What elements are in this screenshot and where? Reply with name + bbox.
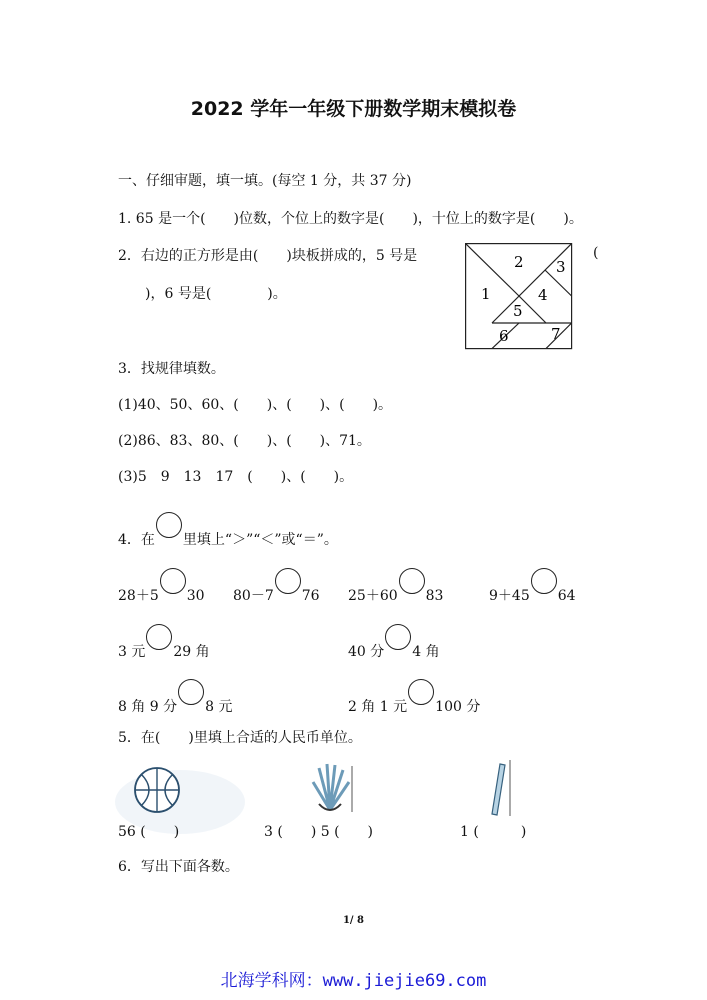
question-5-heading: 5．在( )里填上合适的人民币单位。 — [118, 730, 362, 746]
compare-left: 80－7 — [233, 588, 274, 604]
section-heading: 一、仔细审题，填一填。(每空 1 分，共 37 分) — [118, 173, 412, 189]
tangram-label-6: 6 — [499, 327, 509, 345]
compare-item — [348, 634, 440, 661]
question-1: 1. 65 是一个( )位数，个位上的数字是( )，十位上的数字是( )。 — [118, 211, 583, 227]
compare-circle[interactable] — [385, 624, 411, 650]
compare-right: 4 角 — [412, 644, 440, 660]
compare-right: 83 — [425, 588, 444, 604]
tangram-label-3: 3 — [556, 258, 566, 276]
question-6: 6．写出下面各数。 — [118, 859, 239, 875]
compare-circle[interactable] — [408, 679, 434, 705]
pattern-item-1: (1)40、50、60、( )、( )、( )。 — [118, 397, 393, 413]
tangram-label-1: 1 — [481, 285, 491, 303]
compare-item — [489, 578, 576, 605]
currency-unit-item: 3 ( ) 5 ( ) — [264, 824, 374, 840]
question-3-heading: 3．找规律填数。 — [118, 361, 225, 377]
page-title: 2022 学年一年级下册数学期末模拟卷 — [190, 98, 517, 120]
compare-right: 29 角 — [173, 644, 210, 660]
currency-unit-item: 1 ( ) — [460, 824, 527, 840]
tangram-label-2: 2 — [514, 253, 524, 271]
q4-head-before: 4．在 — [118, 532, 155, 548]
compare-circle[interactable] — [275, 568, 301, 594]
compare-circle[interactable] — [178, 679, 204, 705]
currency-unit-item: 56 ( ) — [118, 824, 180, 840]
compare-item — [118, 578, 205, 605]
compare-circle[interactable] — [531, 568, 557, 594]
compare-left: 2 角 1 元 — [348, 699, 408, 715]
tangram-label-7: 7 — [551, 325, 561, 343]
pattern-item-3: (3)5 9 13 17 ( )、( )。 — [118, 469, 354, 485]
question-2-line1: 2．右边的正方形是由( )块板拼成的，5 号是 — [118, 248, 418, 264]
tangram-square — [465, 243, 573, 350]
compare-item — [118, 634, 210, 661]
question-2-paren: ( — [593, 245, 599, 261]
footer-website[interactable]: 北海学科网：www.jiejie69.com — [220, 971, 487, 991]
compare-right: 76 — [301, 588, 320, 604]
compare-left: 25＋60 — [348, 588, 398, 604]
compare-item — [348, 578, 443, 605]
compare-right: 100 分 — [435, 699, 481, 715]
compare-circle[interactable] — [146, 624, 172, 650]
compare-circle[interactable] — [160, 568, 186, 594]
tangram-label-4: 4 — [538, 286, 548, 304]
compare-circle[interactable] — [399, 568, 425, 594]
compare-circle — [156, 512, 182, 538]
page-number: 1/ 8 — [342, 915, 365, 926]
compare-left: 8 角 9 分 — [118, 699, 178, 715]
pattern-item-2: (2)86、83、80、( )、( )、71。 — [118, 433, 371, 449]
compare-left: 28＋5 — [118, 588, 159, 604]
tangram-label-5: 5 — [513, 302, 523, 320]
compare-left: 3 元 — [118, 644, 146, 660]
compare-item — [348, 689, 480, 716]
question-4-heading — [118, 522, 338, 549]
pencil-picture — [480, 758, 516, 818]
compare-left: 40 分 — [348, 644, 385, 660]
compare-right: 64 — [557, 588, 576, 604]
question-2-line2: )，6 号是( )。 — [145, 286, 287, 302]
compare-right: 8 元 — [205, 699, 233, 715]
compare-left: 9＋45 — [489, 588, 530, 604]
q4-head-after: 里填上“＞”“＜”或“＝”。 — [182, 532, 338, 548]
compare-item — [233, 578, 320, 605]
plant-picture — [305, 760, 355, 815]
compare-right: 30 — [186, 588, 205, 604]
compare-item — [118, 689, 233, 716]
